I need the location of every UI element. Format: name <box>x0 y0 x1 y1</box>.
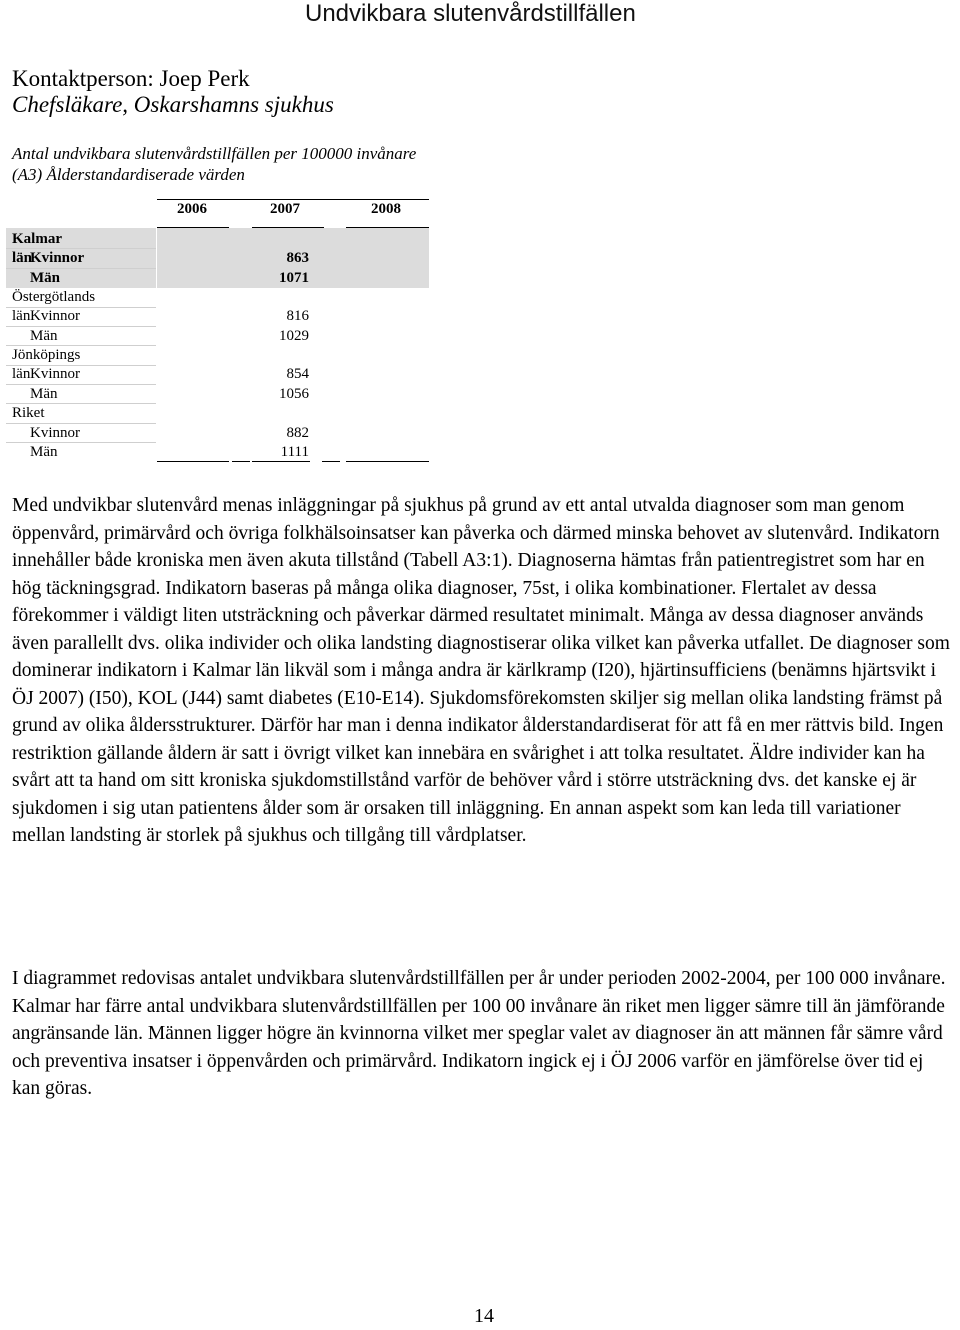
row-value-2007: 1056 <box>279 386 309 402</box>
row-label: Män <box>30 386 58 402</box>
page-header-title: Undvikbara slutenvårdstillfällen <box>305 0 636 27</box>
row-value-2007: 854 <box>286 366 309 382</box>
body-paragraph-diagram: I diagrammet redovisas antalet undvikbara slutenvårdstillfällen per år under perioden 2002-2004, per 100 000 invånare. Kalmar har färre antal undvikbara slutenvårdstillfällen per 100 00 invånare än riket men ligger sämre till än jämförande angränsande län. Männen ligger högre än kvinnorna vilket mer speglar valet av diagnoser än att männen får sämre vård och preventiva insatser i öppenvården och primärvård. Indikatorn ingick ej i ÖJ 2006 varför en jämförelse över tid ej kan göras. <box>12 968 946 1099</box>
row-label-region: Jönköpings län <box>12 347 81 382</box>
column-header-2006: 2006 <box>177 201 207 217</box>
row-value-2007: 1071 <box>279 270 309 286</box>
table-bottom-rule <box>322 461 340 462</box>
contact-person-name: Kontaktperson: Joep Perk <box>12 66 250 91</box>
row-value-2007: 816 <box>286 308 309 324</box>
row-separator <box>6 268 156 269</box>
table-caption: Antal undvikbara slutenvårdstillfällen per 100000 invånare (A3) Ålderstandardiserade värden <box>12 144 417 184</box>
row-value-2007: 1111 <box>280 444 309 460</box>
table-bottom-rule <box>252 461 310 462</box>
row-label: Män <box>30 270 60 286</box>
row-label: Kvinnor <box>30 250 85 266</box>
row-label-region: Östergötlands län <box>12 289 96 324</box>
row-label: Kvinnor <box>30 425 80 441</box>
row-label: Kvinnor <box>30 308 80 324</box>
table-top-rule <box>157 199 429 200</box>
row-separator <box>6 442 156 443</box>
row-label: Män <box>30 444 58 460</box>
row-label-region: Kalmar län <box>12 231 62 266</box>
row-separator <box>6 423 156 424</box>
row-label-region: Riket <box>12 405 45 421</box>
table-bottom-rule <box>232 461 250 462</box>
row-separator <box>6 384 156 385</box>
page-number: 14 <box>474 1305 494 1327</box>
row-value-2007: 1029 <box>279 328 309 344</box>
row-label: Män <box>30 328 58 344</box>
table-bottom-rule <box>157 461 229 462</box>
column-header-2008: 2008 <box>371 201 401 217</box>
row-value-2007: 882 <box>286 425 309 441</box>
column-header-2007: 2007 <box>270 201 300 217</box>
row-label: Kvinnor <box>30 366 80 382</box>
table-bottom-rule <box>346 461 429 462</box>
body-paragraph-definition: Med undvikbar slutenvård menas inläggningar på sjukhus på grund av ett antal utvalda diagnoser som man genom öppenvård, primärvård och övriga folkhälsoinsatser kan påverka och därmed minska behovet av slutenvård. Indikatorn innehåller både kroniska men även akuta tillstånd (Tabell A3:1). Diagnoserna hämtas från patientregistret som har en hög täckningsgrad. Indikatorn baseras på många olika diagnoser, 75st, i olika kombinationer. Flertalet av dessa förekommer i väldigt liten utsträckning och påverkar därmed resultatet minimalt. Många av dessa diagnoser används även parallellt dvs. olika individer och olika landsting diagnostiserar olika vilket kan påverka utfallet. De diagnoser som dominerar indikatorn i Kalmar län likväl som i många andra är kärlkramp (I20), hjärtinsufficiens (benämns hjärtsvikt i ÖJ 2007) (I50), KOL (J44) samt diabetes (E10-E14). Sjukdomsförekomsten skiljer sig mellan olika landsting främst på grund av olika åldersstrukturer. Därför har man i denna indikator ålderstandardiserat för att få en mer rättvis bild. Ingen restriktion gällande åldern är satt i övrigt vilket kan innebära en svårighet i att tolka resultatet. Äldre individer kan ha svårt att ta hand om sitt kroniska sjukdomstillstånd varför de behöver vård i större utsträckning dvs. det kanske ej är sjukdomen i sig utan patientens ålder som är orsaken till inläggning. En annan aspekt som kan leda till variationer mellan landsting är storlek på sjukhus och tillgång till vårdplatser. <box>12 495 950 846</box>
contact-person-role: Chefsläkare, Oskarshamns sjukhus <box>12 92 334 117</box>
row-value-2007: 863 <box>286 250 309 266</box>
row-separator <box>6 326 156 327</box>
